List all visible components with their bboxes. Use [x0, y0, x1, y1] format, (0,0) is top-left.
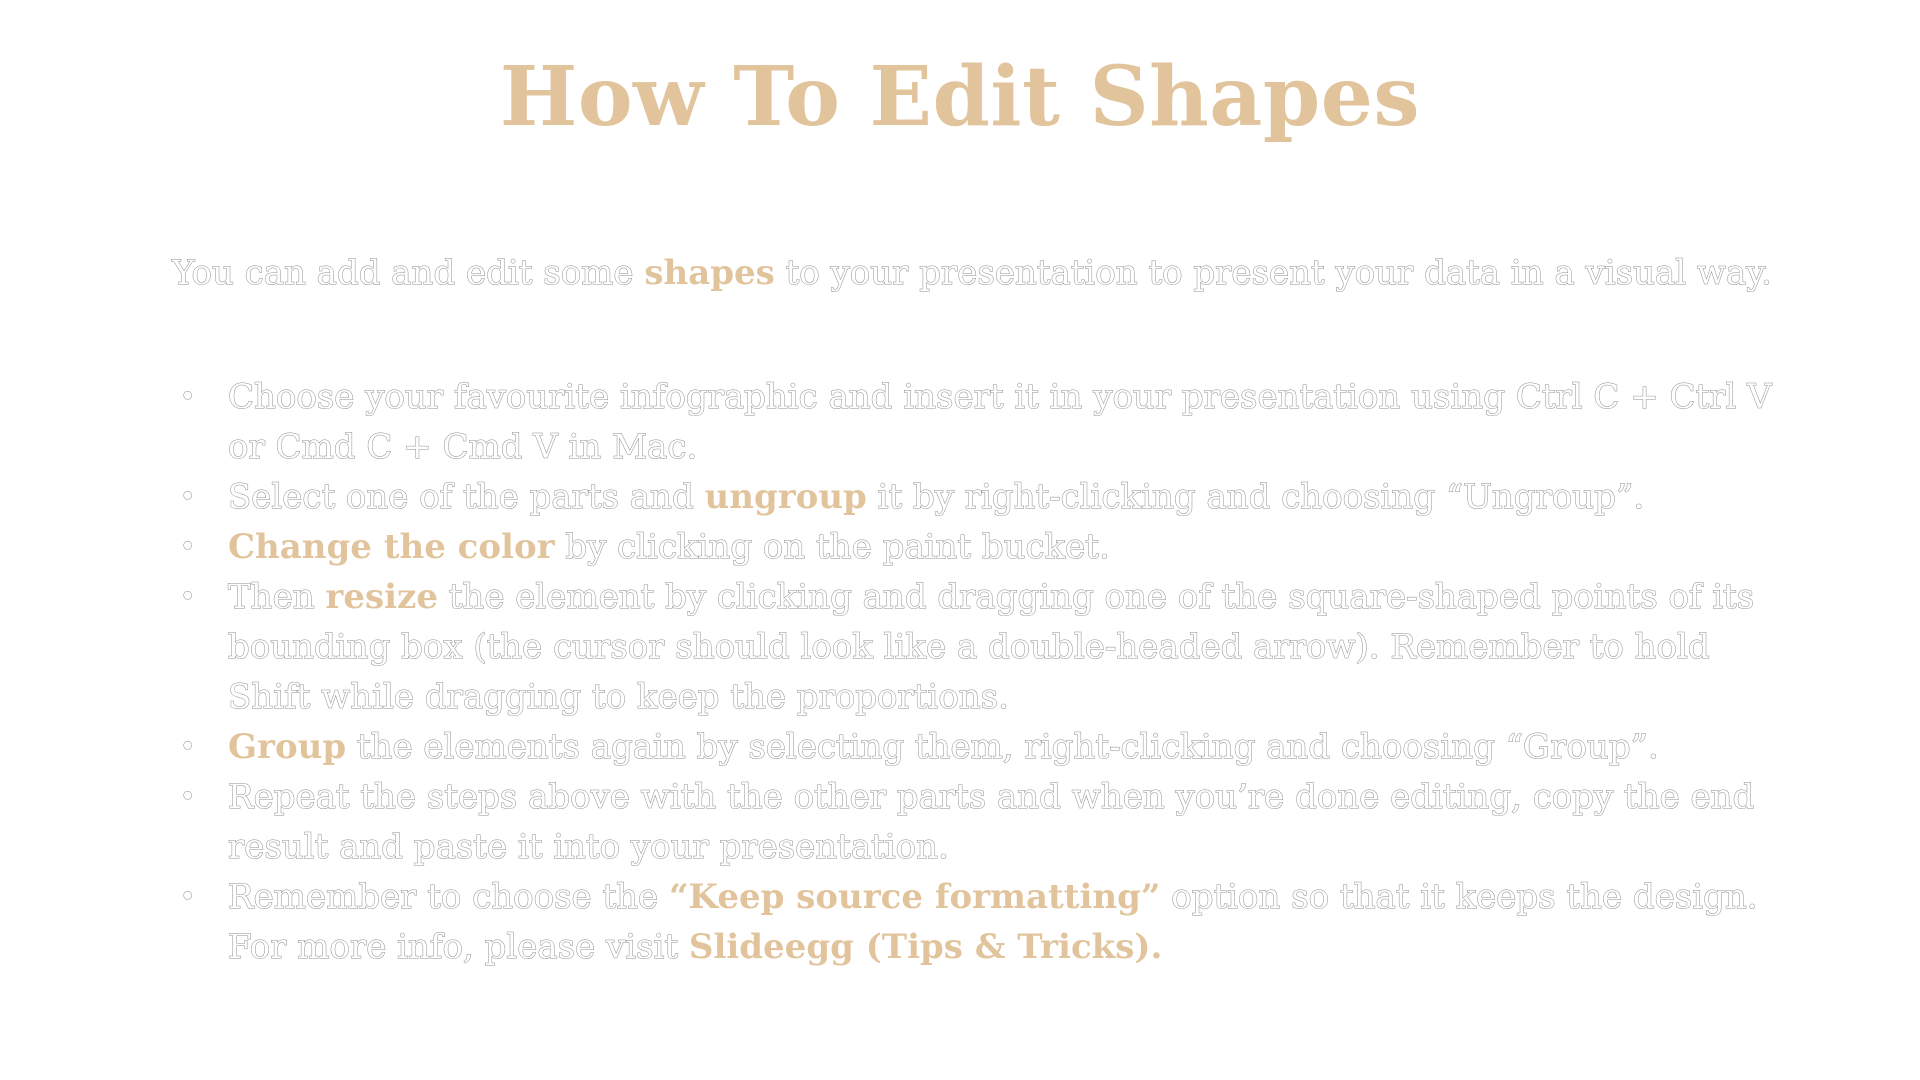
- slide-title: How To Edit Shapes: [499, 49, 1421, 145]
- quote-close: ”: [1140, 877, 1161, 917]
- bullet-icon: •: [180, 732, 196, 762]
- list-item: [174, 772, 1784, 872]
- bullet-icon: •: [180, 582, 196, 612]
- step-text: Then: [228, 577, 326, 617]
- step-text-end: by clicking on the paint bucket.: [554, 527, 1110, 567]
- step-text: Remember to choose the: [228, 877, 669, 917]
- slideegg-link[interactable]: Slideegg (Tips & Tricks): [688, 927, 1151, 967]
- intro-text-end: to your presentation to present your data in a visual way.: [774, 253, 1772, 293]
- list-item: [174, 572, 1784, 722]
- quote-open: “: [668, 877, 689, 917]
- step-text-end: the element by clicking and dragging one of the square-shaped points of its bounding box (the cursor should look like a double-headed arrow). Remember to hold Shift while dragging to keep the proportions.: [228, 577, 1755, 717]
- intro-highlight: shapes: [644, 253, 775, 293]
- step-highlight: Keep source formatting: [688, 877, 1141, 917]
- step-highlight: resize: [325, 577, 438, 617]
- list-item: [174, 372, 1784, 472]
- steps-list: [174, 372, 1784, 972]
- list-item: [174, 872, 1784, 972]
- step-highlight: Change the color: [228, 527, 555, 567]
- list-item: [174, 472, 1784, 522]
- list-item: [174, 722, 1784, 772]
- bullet-icon: •: [180, 482, 196, 512]
- intro-paragraph: [172, 248, 1792, 298]
- step-text-end: it by right-clicking and choosing “Ungroup”.: [866, 477, 1645, 517]
- bullet-icon: •: [180, 882, 196, 912]
- step-text: Repeat the steps above with the other parts and when you’re done editing, copy the end result and paste it into your presentation.: [228, 777, 1755, 867]
- bullet-icon: •: [180, 382, 196, 412]
- list-item: [174, 522, 1784, 572]
- step-text: Select one of the parts and: [228, 477, 705, 517]
- bullet-icon: •: [180, 532, 196, 562]
- step-text-end: .: [1150, 927, 1163, 967]
- intro-text: You can add and edit some: [172, 253, 645, 293]
- step-text: Choose your favourite infographic and insert it in your presentation using Ctrl C + Ctrl V or Cmd C + Cmd V in Mac.: [228, 377, 1772, 467]
- step-text-end: the elements again by selecting them, right-clicking and choosing “Group”.: [346, 727, 1659, 767]
- bullet-icon: •: [180, 782, 196, 812]
- step-text-middle: option so that it keeps the design. For more info, please visit: [228, 877, 1758, 967]
- step-highlight: ungroup: [704, 477, 867, 517]
- step-highlight: Group: [228, 727, 347, 767]
